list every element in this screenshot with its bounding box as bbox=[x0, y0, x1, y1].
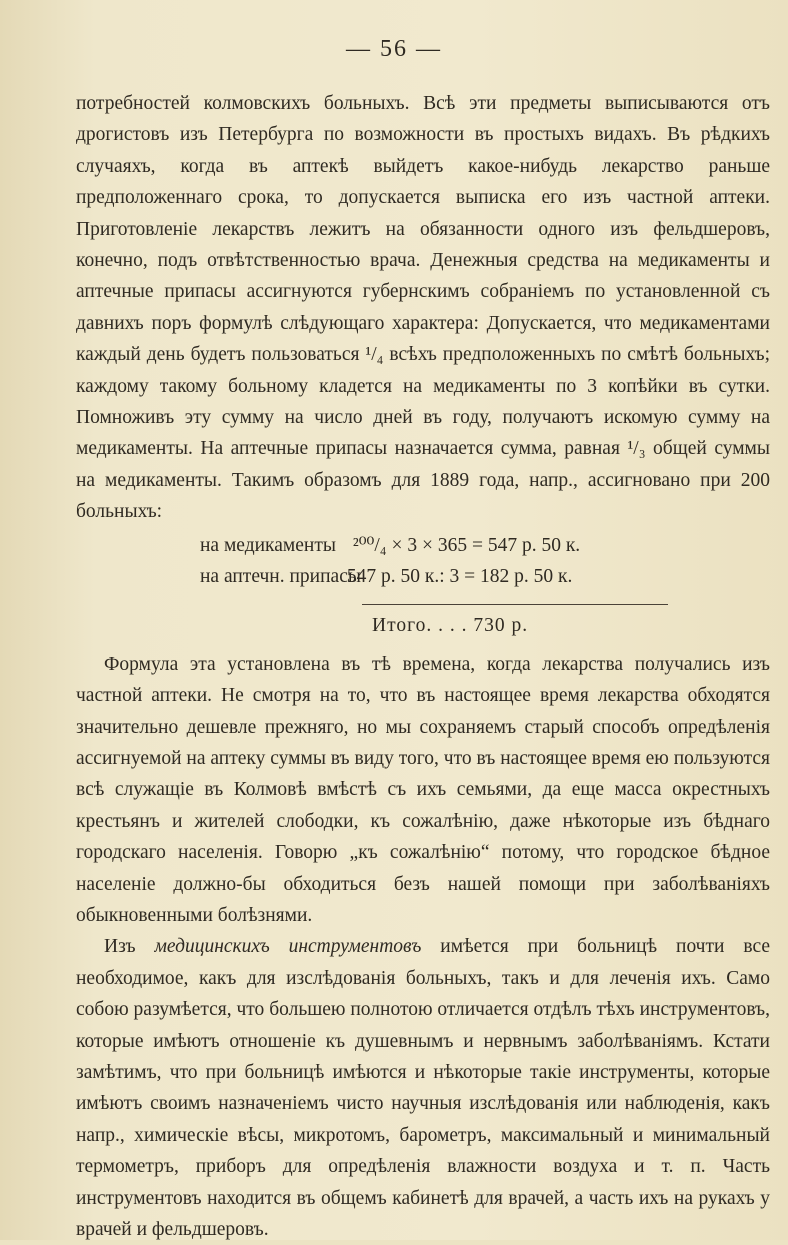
calc-formula-medicines: ²⁰⁰/₄ × 3 × 365 = 547 р. 50 к. bbox=[352, 534, 581, 556]
paragraph-1: потребностей колмовскихъ больныхъ. Всѣ эти предметы выписываются отъ дрогистовъ изъ Петербурга по возможности въ простыхъ видахъ. Въ рѣдкихъ случаяхъ, когда въ аптекѣ выйдетъ какое-нибудь лекарство раньше предположеннаго срока, то допускается выписка его изъ частной аптеки. Приготовленіе лекарствъ лежитъ на обязанности одного изъ фельдшеровъ, конечно, подъ отвѣтственностью врача. Денежныя средства на медикаменты и аптечные припасы ассигнуются губернскимъ собраніемъ по установленной съ давнихъ поръ формулѣ слѣдующаго характера: Допускается, что медикаментами каждый день будетъ пользоваться ¹/₄ всѣхъ предположенныхъ по смѣтѣ больныхъ; каждому такому больному кладется на медикаменты по 3 копѣйки въ сутки. Помноживъ эту сумму на число дней въ году, получаютъ искомую сумму на медикаменты. На аптечные припасы назначается сумма, равная ¹/₃ общей суммы на медикаменты. Такимъ образомъ для 1889 года, напр., ассигновано при 200 больныхъ: bbox=[76, 93, 770, 523]
paragraph-3-emphasis: медицинскихъ инструментовъ bbox=[154, 936, 422, 958]
budget-calculation bbox=[76, 530, 770, 592]
calc-label-medicines: на медикаменты bbox=[200, 534, 336, 556]
calc-label-supplies: на аптечн. припасы bbox=[200, 565, 361, 587]
paragraph-2: Формула эта установлена въ тѣ времена, когда лекарства получались изъ частной аптеки. Не смотря на то, что въ настоящее время лекарства обходятся значительно дешевле прежняго, но мы сохраняемъ старый способъ опредѣленія ассигнуемой на аптеку суммы въ виду того, что въ настоящее время ею пользуются всѣ служащіе въ Колмовѣ вмѣстѣ съ ихъ семьями, да еще масса окрестныхъ крестьянъ и жителей слободки, къ сожалѣнію, даже нѣкоторые изъ бѣднаго городскаго населенія. Говорю „къ сожалѣнію“ потому, что городское бѣдное населеніе должно-бы обходиться безъ нашей помощи при заболѣваніяхъ обыкновенными болѣзнями. bbox=[76, 653, 770, 926]
sum-rule bbox=[362, 604, 668, 605]
calc-row-supplies bbox=[200, 561, 770, 592]
page-number: — 56 — bbox=[346, 36, 442, 62]
page-body bbox=[76, 88, 770, 1245]
paragraph-3-text: имѣется при больницѣ почти все необходимое, какъ для изслѣдованія больныхъ, такъ и для леченія ихъ. Само собою разумѣется, что большею полнотою отличается отдѣлъ тѣхъ инструментовъ, которые имѣютъ отношеніе къ душевнымъ и нервнымъ заболѣваніямъ. Кстати замѣтимъ, что при больницѣ имѣются и нѣкоторые такіе инструменты, которые имѣютъ своимъ назначеніемъ чисто научныя изслѣдованія или наблюденія, какъ напр., химическіе вѣсы, микротомъ, барометръ, максимальный и минимальный термометръ, приборъ для опредѣленія влажности воздуха и т. п. Часть инструментовъ находится въ общемъ кабинетѣ для врачей, а часть ихъ на рукахъ у врачей и фельдшеровъ. bbox=[76, 936, 771, 1240]
paragraph-3-lead: Изъ bbox=[104, 936, 136, 958]
calc-total: Итого. . . . 730 р. bbox=[372, 614, 529, 636]
calc-row-medicines bbox=[200, 530, 770, 561]
paragraph-3 bbox=[76, 931, 770, 1245]
calc-formula-supplies: 547 р. 50 к.: 3 = 182 р. 50 к. bbox=[346, 565, 573, 587]
